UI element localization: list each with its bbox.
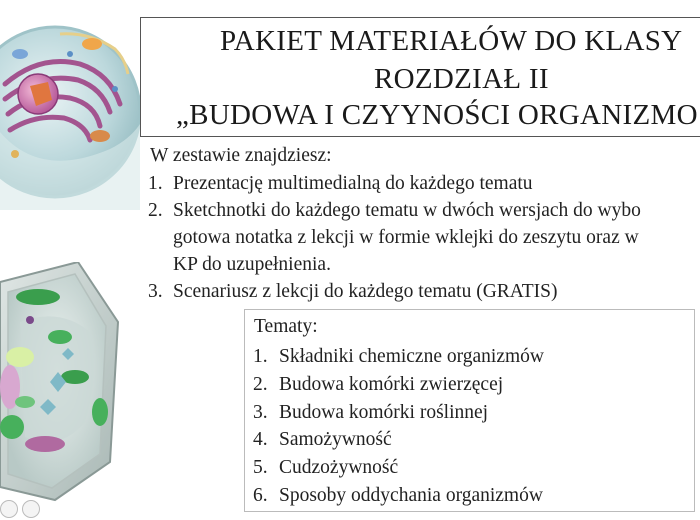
topic-number: 4. bbox=[253, 429, 268, 451]
list-item-continuation bbox=[148, 251, 641, 278]
topic-label: Cudzożywność bbox=[279, 457, 399, 479]
topic-number: 2. bbox=[253, 373, 268, 395]
animal-cell-illustration bbox=[0, 14, 140, 210]
plant-cell-illustration bbox=[0, 262, 130, 502]
topic-item bbox=[253, 454, 544, 482]
topic-label: Sposoby oddychania organizmów bbox=[279, 484, 543, 506]
topic-label: Budowa komórki roślinnej bbox=[279, 401, 489, 423]
topic-item bbox=[253, 371, 544, 399]
list-item-text: Scenariusz z lekcji do każdego tematu (GRATIS) bbox=[173, 281, 558, 302]
title-line-2: ROZDZIAŁ II bbox=[374, 63, 549, 95]
topics-heading: Tematy: bbox=[254, 316, 318, 337]
title-line-3: „BUDOWA I CZYYNOŚCI ORGANIZMO bbox=[176, 99, 698, 131]
title-box bbox=[140, 17, 700, 137]
zoom-control-icon[interactable] bbox=[0, 500, 18, 518]
title-line-1: PAKIET MATERIAŁÓW DO KLASY bbox=[220, 25, 683, 57]
topic-label: Budowa komórki zwierzęcej bbox=[279, 373, 504, 395]
contents-list bbox=[148, 170, 641, 305]
topic-label: Samożywność bbox=[279, 429, 392, 451]
list-item-number: 2. bbox=[148, 200, 163, 221]
more-options-icon[interactable] bbox=[22, 500, 40, 518]
topic-item bbox=[253, 482, 544, 510]
list-item bbox=[148, 278, 641, 305]
list-item bbox=[148, 170, 641, 197]
list-item bbox=[148, 197, 641, 224]
topic-item bbox=[253, 426, 544, 454]
list-item-text: gotowa notatka z lekcji w formie wklejki do zeszytu oraz w bbox=[173, 227, 639, 248]
topic-number: 1. bbox=[253, 346, 268, 367]
list-item-text: KP do uzupełnienia. bbox=[173, 254, 331, 275]
topic-item bbox=[253, 399, 544, 427]
topic-number: 3. bbox=[253, 401, 268, 423]
topic-number: 6. bbox=[253, 484, 268, 506]
topic-label: Składniki chemiczne organizmów bbox=[279, 346, 544, 367]
contents-intro: W zestawie znajdziesz: bbox=[150, 145, 332, 166]
list-item-text: Prezentację multimedialną do każdego tematu bbox=[173, 173, 533, 194]
topics-list bbox=[253, 343, 544, 510]
list-item-number: 3. bbox=[148, 281, 163, 302]
list-item-number: 1. bbox=[148, 173, 163, 194]
topic-item bbox=[253, 343, 544, 371]
topics-box bbox=[244, 309, 695, 512]
topic-number: 5. bbox=[253, 457, 268, 479]
list-item-continuation bbox=[148, 224, 641, 251]
list-item-text: Sketchnotki do każdego tematu w dwóch wersjach do wybo bbox=[173, 200, 641, 221]
